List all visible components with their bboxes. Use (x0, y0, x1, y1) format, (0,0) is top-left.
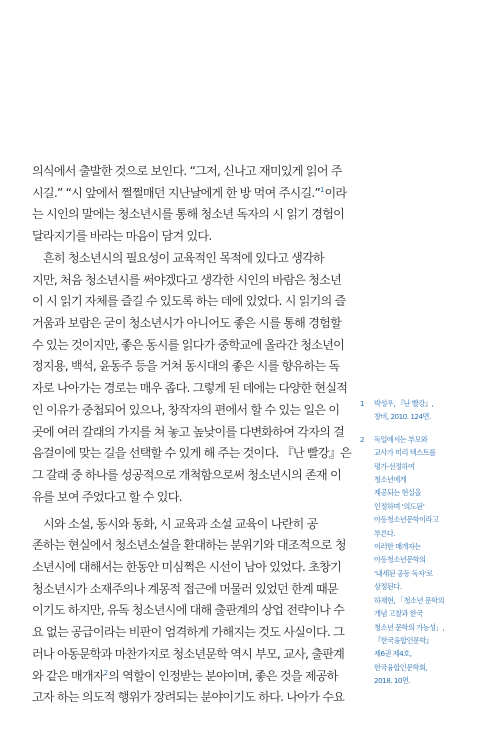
text-line: 의식에서 출발한 것으로 보인다. “그저, 신나고 재미있게 읽어 주 (32, 164, 342, 178)
text-line: 그 갈래 중 하나를 성공적으로 개척함으로써 청소년시의 존재 이 (32, 468, 342, 483)
text-line: 수 있는 것이지만, 좋은 동시를 읽다가 중학교에 올라간 청소년이 (32, 337, 345, 352)
text-line: 요 없는 공급이라는 비판이 엄격하게 가해지는 것도 사실이다. 그 (32, 625, 345, 640)
text-line: 러나 아동문학과 마찬가지로 청소년문학 역시 부모, 교사, 출판계 (32, 646, 345, 661)
text-line: 와 같은 매개자$^2$의 역할이 인정받는 분야이며, 좋은 것을 제공하 (32, 668, 338, 683)
text-line: 흔히 청소년시의 필요성이 교육적인 목적에 있다고 생각하 (43, 250, 324, 265)
footnote-1 (360, 397, 496, 424)
text-line: 인 이유가 중첩되어 있으나, 창작자의 편에서 할 수 있는 일은 이 (32, 402, 340, 417)
footnotes-column (360, 397, 496, 688)
footnote-text: 박성우, 『난 빨강』, 창비, 2010. 124면. (374, 399, 434, 422)
text-line: 지만, 처음 청소년시를 써야겠다고 생각한 시인의 바람은 청소년 (32, 272, 342, 287)
text-line: 시와 소설, 동시와 동화, 시 교육과 소설 교육이 나란히 공 (43, 516, 318, 531)
text-line: 달라지기를 바라는 마음이 담겨 있다. (32, 229, 212, 244)
text-line: 자로 나아가는 경로는 매우 좁다. 그렇게 된 데에는 다양한 현실적 (32, 381, 348, 396)
text-line: 는 시인의 말에는 청소년시를 통해 청소년 독자의 시 읽기 경험이 (32, 207, 345, 222)
text-line: 음걸이에 맞는 길을 선택할 수 있게 해 주는 것이다. 『난 빨강』은 (32, 446, 352, 461)
text-line: 이기도 하지만, 유독 청소년시에 대해 출판계의 상업 전략이나 수 (32, 603, 345, 618)
text-line: 존하는 현실에서 청소년소설을 환대하는 분위기와 대조적으로 청 (32, 538, 346, 553)
footnote-mark-2[interactable]: 2 (103, 668, 109, 677)
text-line: 유를 보여 주었다고 할 수 있다. (32, 489, 182, 504)
footnote-number: 2 (360, 434, 365, 444)
text-line: 시길.” “시 앞에서 쩔쩔매던 지난날에게 한 방 먹여 주시길.”$^1$이라 (32, 185, 347, 200)
body-text (32, 161, 362, 709)
text-line: 청소년시가 소재주의나 계몽적 접근에 머물러 있었던 한계 때문 (32, 581, 338, 596)
text-line: 소년시에 대해서는 한동안 미심쩍은 시선이 남아 있었다. 초창기 (32, 559, 342, 574)
text-line: 거움과 보람은 굳이 청소년시가 아니어도 좋은 시를 통해 경험할 (32, 316, 342, 331)
text-line: 곳에 여러 갈래의 가지를 쳐 놓고 높낮이를 다변화하여 각자의 걸 (32, 424, 345, 439)
text-line: 정지용, 백석, 윤동주 등을 거쳐 동시대의 좋은 시를 향유하는 독 (32, 359, 340, 374)
text-line: 이 시 읽기 자체를 즐길 수 있도록 하는 데에 있었다. 시 읽기의 즐 (32, 294, 346, 309)
text-line: 고자 하는 의도적 행위가 장려되는 분야이기도 하다. 나아가 수요 (32, 690, 345, 705)
footnote-number: 1 (360, 399, 365, 408)
footnote-2 (360, 433, 496, 688)
footnote-text: 독일에서는 부모와 교사가 미리 텍스트를 평가·선정하여 청소년에게 제공되는 현실을 인정하며 ‘의도된’ 아동청소년문학이라고 부른다. 이러한 매개자는 아동청소년문학의 ‘내세된 공동 독자’로 상정된다. 하채현, 「청소년 문학의 개념 고찰과 한국 청소년 문학의 가능성」, 『한국융합인문학』 제6권 제4호, 한국융합인문학회, 2018. 10면. (374, 434, 445, 686)
footnote-mark-1[interactable]: 1 (320, 185, 325, 194)
